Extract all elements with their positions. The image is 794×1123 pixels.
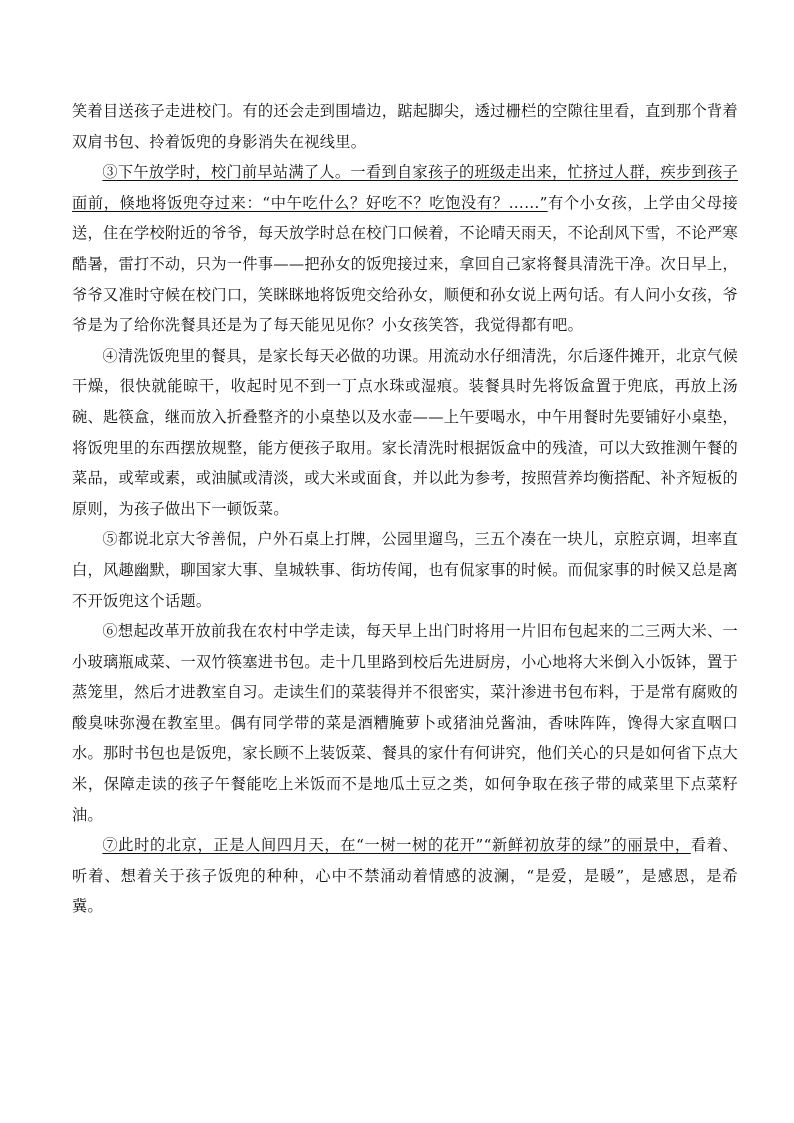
paragraph-text: 看着、听着、想着关于孩子饭兜的种种，心中不禁涌动着情感的波澜，“是爱，是暖”，是感恩，是希冀。 <box>72 836 739 916</box>
paragraph-text: ⑥想起改革开放前我在农村中学走读，每天早上出门时将用一片旧布包起来的二三两大米、一小玻璃瓶咸菜、一双竹筷塞进书包。走十几里路到校后先进厨房，小心地将大米倒入小饭钵，置于蒸笼里，然后才进教室自习。走读生们的菜装得并不很密实，菜汁渗进书包布料，于是常有腐败的酸臭味弥漫在教室里。偶有同学带的菜是酒糟腌萝卜或猪油兑酱油，香味阵阵，馋得大家直咽口水。那时书包也是饭兜，家长顾不上装饭菜、餐具的家什有何讲究，他们关心的只是如何省下点大米，保障走读的孩子午餐能吃上米饭而不是地瓜土豆之类，如何争取在孩子带的咸菜里下点菜籽油。 <box>72 622 738 824</box>
paragraph-5 <box>72 524 738 616</box>
underlined-sentence: ⑦此时的北京，正是人间四月天，在“一树一树的花开”“新鲜初放芽的绿”的丽景中， <box>102 836 691 855</box>
paragraph-text: 笑着目送孩子走进校门。有的还会走到围墙边，踮起脚尖，透过栅栏的空隙往里看，直到那个背着双肩书包、拎着饭兜的身影消失在视线里。 <box>72 102 738 151</box>
paragraph-6 <box>72 616 738 830</box>
paragraph-text: ⑤都说北京大爷善侃，户外石桌上打牌，公园里遛鸟，三五个凑在一块儿，京腔京调，坦率直白，风趣幽默，聊国家大事、皇城轶事、街坊传闻，也有侃家事的时候。而侃家事的时候又总是离不开饭兜这个话题。 <box>72 530 738 610</box>
paragraph-text: ④清洗饭兜里的餐具，是家长每天必做的功课。用流动水仔细清洗，尔后逐件摊开，北京气候干燥，很快就能晾干，收起时见不到一丁点水珠或湿痕。装餐具时先将饭盒置于兜底，再放上汤碗、匙筷盒，继而放入折叠整齐的小桌垫以及水壶——上午要喝水，中午用餐时先要铺好小桌垫，将饭兜里的东西摆放规整，能方便孩子取用。家长清洗时根据饭盒中的残渣，可以大致推测午餐的菜品，或荤或素，或油腻或清淡，或大米或面食，并以此为参考，按照营养均衡搭配、补齐短板的原则，为孩子做出下一顿饭菜。 <box>72 346 738 518</box>
paragraph-4 <box>72 341 738 525</box>
article-body <box>72 96 738 922</box>
paragraph-3 <box>72 157 738 341</box>
paragraph-text: 有个小女孩，上学由父母接送，住在学校附近的爷爷，每天放学时总在校门口候着，不论晴天雨天，不论刮风下雪，不论严寒酷暑，雷打不动，只为一件事——把孙女的饭兜接过来，拿回自己家将餐具清洗干净。次日早上，爷爷又准时守候在校门口，笑眯眯地将饭兜交给孙女，顺便和孙女说上两句话。有人问小女孩，爷爷是为了给你洗餐具还是为了每天能见见你？小女孩笑答，我觉得都有吧。 <box>72 193 738 335</box>
underlined-sentence: ③下午放学时，校门前早站满了人。一看到自家孩子的班级走出来，忙挤过人群，疾步到孩子面前，倏地将饭兜夺过来：“中午吃什么？好吃不？吃饱没有？……” <box>72 163 738 212</box>
paragraph-2-continuation <box>72 96 738 157</box>
paragraph-7 <box>72 830 738 922</box>
